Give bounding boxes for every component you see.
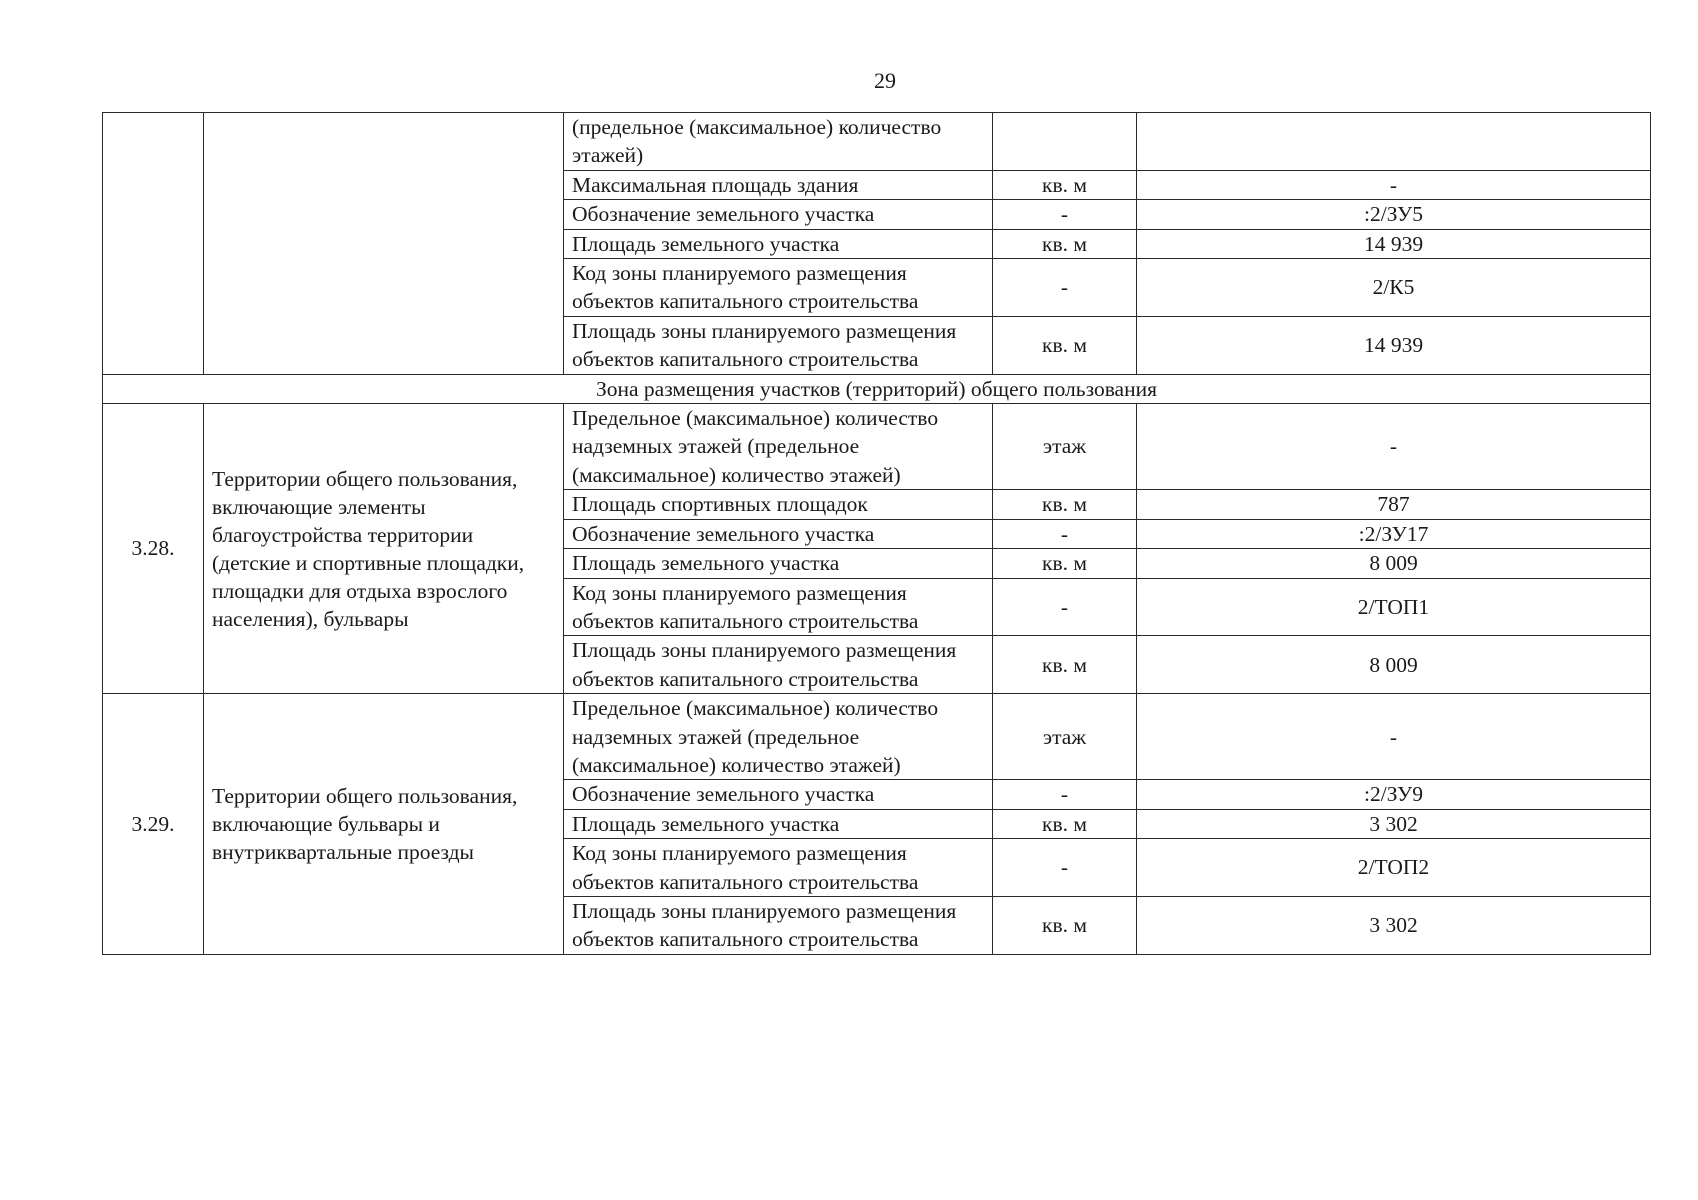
row-number-cell [103,113,204,375]
param-cell: Предельное (максимальное) количество надземных этажей (предельное (максимальное) количество этажей) [564,694,993,780]
unit-cell: - [993,578,1137,636]
value-cell: 2/ТОП1 [1137,578,1651,636]
unit-cell: кв. м [993,809,1137,838]
param-cell: Код зоны планируемого размещения объектов капитального строительства [564,839,993,897]
zoning-table [102,112,1651,955]
unit-cell: - [993,519,1137,548]
unit-cell: кв. м [993,170,1137,199]
value-cell: - [1137,694,1651,780]
unit-cell [993,113,1137,171]
unit-cell: кв. м [993,229,1137,258]
param-cell: Максимальная площадь здания [564,170,993,199]
unit-cell: кв. м [993,316,1137,374]
value-cell: 2/ТОП2 [1137,839,1651,897]
unit-cell: - [993,200,1137,229]
value-cell: 2/К5 [1137,259,1651,317]
row-name-cell: Территории общего пользования, включающие элементы благоустройства территории (детские и спортивные площадки, площадки для отдыха взрослого населения), бульвары [204,404,564,694]
row-number-cell: 3.29. [103,694,204,955]
value-cell: - [1137,170,1651,199]
param-cell: Обозначение земельного участка [564,519,993,548]
param-cell: Обозначение земельного участка [564,200,993,229]
section-row [103,374,1651,403]
value-cell: :2/ЗУ9 [1137,780,1651,809]
param-cell: Предельное (максимальное) количество надземных этажей (предельное (максимальное) количество этажей) [564,404,993,490]
value-cell: 3 302 [1137,896,1651,954]
param-cell: Код зоны планируемого размещения объектов капитального строительства [564,259,993,317]
unit-cell: кв. м [993,549,1137,578]
value-cell: :2/ЗУ5 [1137,200,1651,229]
table-row [103,113,1651,171]
param-cell: Площадь земельного участка [564,549,993,578]
unit-cell: - [993,780,1137,809]
param-cell: Площадь земельного участка [564,229,993,258]
value-cell: 14 939 [1137,229,1651,258]
unit-cell: кв. м [993,490,1137,519]
value-cell: 3 302 [1137,809,1651,838]
unit-cell: - [993,839,1137,897]
value-cell: 787 [1137,490,1651,519]
page-number: 29 [874,68,896,93]
unit-cell: - [993,259,1137,317]
param-cell: (предельное (максимальное) количество этажей) [564,113,993,171]
unit-cell: этаж [993,404,1137,490]
row-number-cell: 3.28. [103,404,204,694]
row-name-cell: Территории общего пользования, включающие бульвары и внутриквартальные проезды [204,694,564,955]
param-cell: Площадь зоны планируемого размещения объектов капитального строительства [564,636,993,694]
param-cell: Обозначение земельного участка [564,780,993,809]
value-cell: - [1137,404,1651,490]
table-row [103,694,1651,780]
row-name-cell [204,113,564,375]
value-cell: 8 009 [1137,636,1651,694]
param-cell: Код зоны планируемого размещения объектов капитального строительства [564,578,993,636]
table-row [103,404,1651,490]
unit-cell: кв. м [993,896,1137,954]
value-cell: 8 009 [1137,549,1651,578]
section-title: Зона размещения участков (территорий) общего пользования [103,374,1651,403]
param-cell: Площадь спортивных площадок [564,490,993,519]
value-cell [1137,113,1651,171]
unit-cell: кв. м [993,636,1137,694]
value-cell: :2/ЗУ17 [1137,519,1651,548]
param-cell: Площадь зоны планируемого размещения объектов капитального строительства [564,316,993,374]
param-cell: Площадь зоны планируемого размещения объектов капитального строительства [564,896,993,954]
unit-cell: этаж [993,694,1137,780]
value-cell: 14 939 [1137,316,1651,374]
param-cell: Площадь земельного участка [564,809,993,838]
